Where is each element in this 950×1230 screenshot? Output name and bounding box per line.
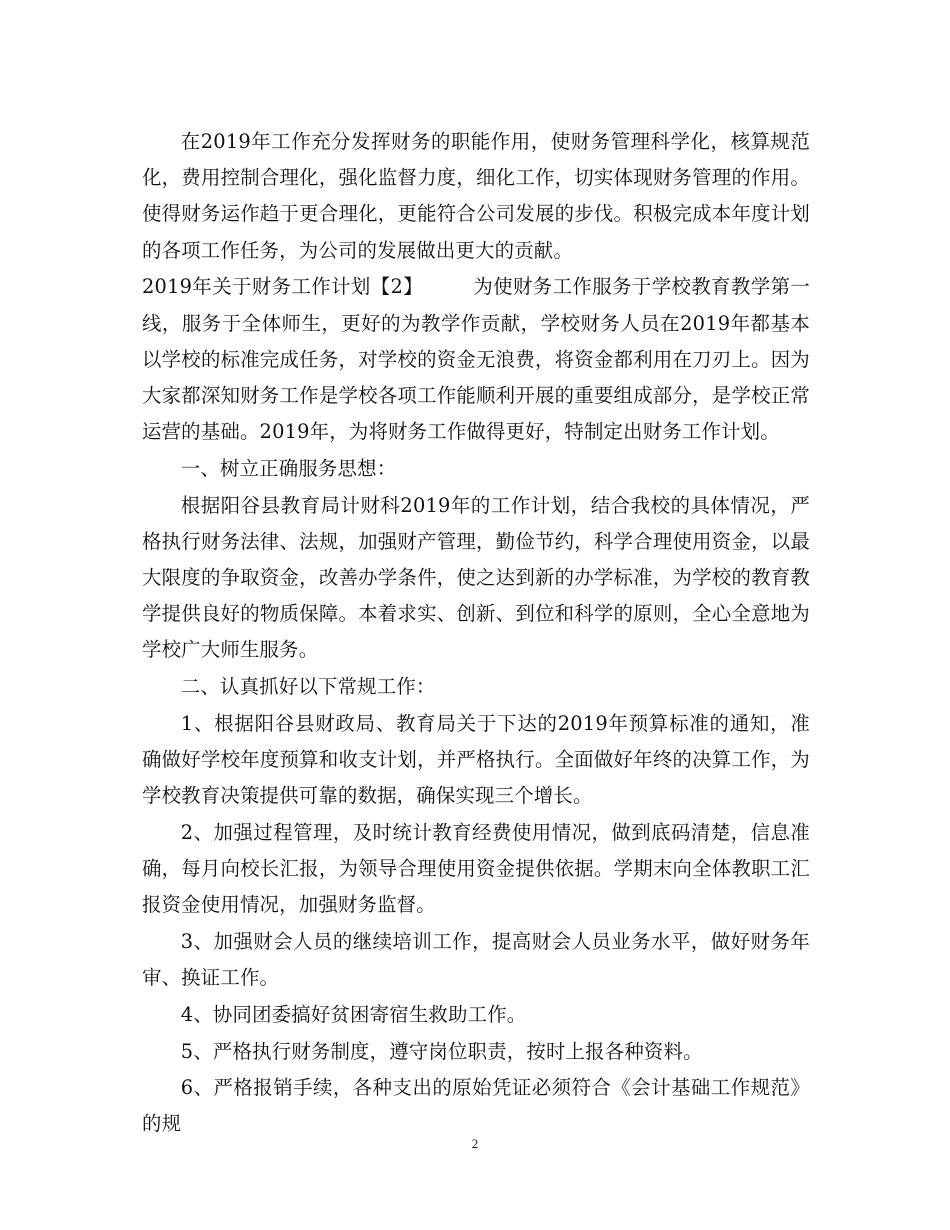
paragraph-item-2: 2、加强过程管理，及时统计教育经费使用情况，做到底码清楚，信息准确，每月向校长汇报，为领导合理使用资金提供依据。学期末向全体教职工汇报资金使用情况，加强财务监督。	[142, 820, 810, 917]
paragraph-item-6: 6、严格报销手续，各种支出的原始凭证必须符合《会计基础工作规范》的规	[142, 1076, 810, 1136]
document-body	[142, 124, 810, 1143]
paragraph-service-principle: 根据阳谷县教育局计财科2019年的工作计划，结合我校的具体情况，严格执行财务法律、法规，加强财产管理，勤俭节约，科学合理使用资金，以最大限度的争取资金，改善办学条件，使之达到新的办学标准，为学校的教育教学提供良好的物质保障。本着求实、创新、到位和科学的原则，全心全意地为学校广大师生服务。	[142, 493, 810, 662]
paragraph-item-5: 5、严格执行财务制度，遵守岗位职责，按时上报各种资料。	[180, 1039, 703, 1063]
paragraph-intro: 在2019年工作充分发挥财务的职能作用，使财务管理科学化，核算规范化，费用控制合理化，强化监督力度，细化工作，切实体现财务管理的作用。使得财务运作趋于更合理化，更能符合公司发展的步伐。积极完成本年度计划的各项工作任务，为公司的发展做出更大的贡献。	[142, 130, 810, 262]
paragraph-section-heading	[142, 269, 810, 450]
page-number: 2	[471, 1136, 479, 1151]
paragraph-item-1: 1、根据阳谷县财政局、教育局关于下达的2019年预算标准的通知，准确做好学校年度预算和收支计划，并严格执行。全面做好年终的决算工作，为学校教育决策提供可靠的数据，确保实现三个增长。	[142, 711, 810, 808]
paragraph-item-3: 3、加强财会人员的继续培训工作，提高财会人员业务水平，做好财务年审、换证工作。	[142, 929, 810, 990]
section-title: 2019年关于财务工作计划【2】	[142, 275, 424, 299]
section-body-text: 为使财务工作服务于学校教育教学第一线，服务于全体师生，更好的为教学作贡献，学校财务人员在2019年都基本以学校的标准完成任务，对学校的资金无浪费，将资金都利用在刀刃上。因为大家都深知财务工作是学校各项工作能顺利开展的重要组成部分，是学校正常运营的基础。2019年，为将财务工作做得更好，特制定出财务工作计划。	[142, 275, 810, 444]
paragraph-item-4: 4、协同团委搞好贫困寄宿生救助工作。	[180, 1002, 527, 1026]
paragraph-heading-one: 一、树立正确服务思想：	[180, 456, 397, 480]
paragraph-heading-two: 二、认真抓好以下常规工作：	[180, 675, 436, 699]
